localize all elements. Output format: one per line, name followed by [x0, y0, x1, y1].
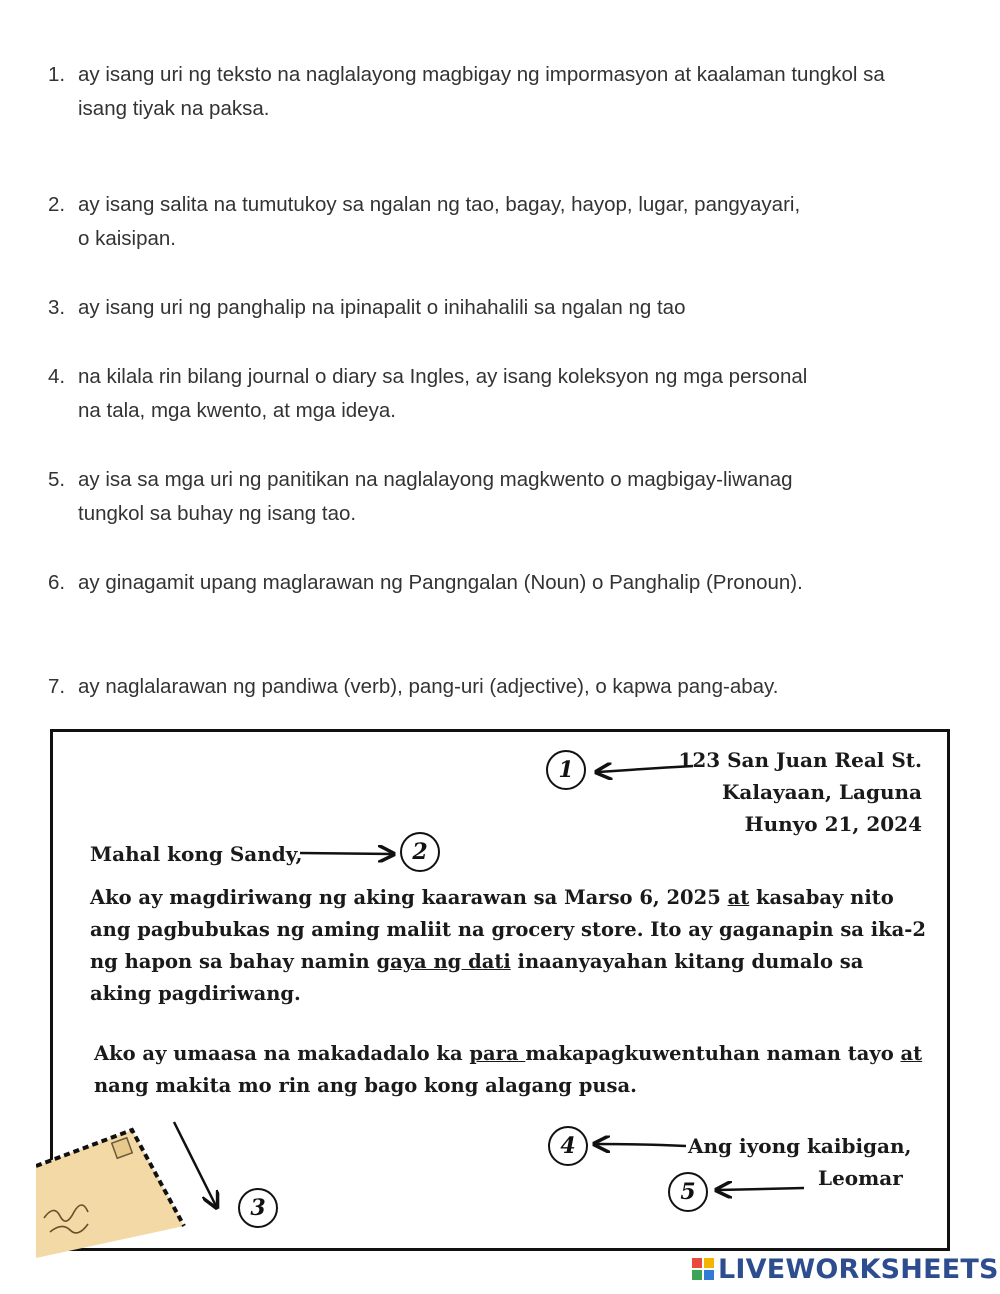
marker-5: 5: [668, 1172, 708, 1212]
marker-3: 3: [238, 1188, 278, 1228]
underlined-word: para: [469, 1042, 526, 1065]
question-text: ay isa sa mga uri ng panitikan na naglalayong magkwento o magbigay-liwanag tungkol sa buhay ng isang tao.: [78, 468, 793, 525]
question-number: 6.: [48, 571, 66, 594]
arrow-5: [718, 1188, 804, 1190]
underlined-word: at: [900, 1042, 923, 1065]
arrow-4: [596, 1144, 686, 1146]
body-text: inaanyayahan kitang dumalo sa aking pagdiriwang.: [90, 950, 864, 1005]
body-text: nang makita mo rin ang bago kong alagang pusa.: [94, 1074, 637, 1097]
question-4: [48, 360, 828, 428]
question-number: 1.: [48, 63, 66, 86]
underlined-word: at: [727, 886, 750, 909]
question-text: ay isang uri ng panghalip na ipinapalit o inihahalili sa ngalan ng tao: [78, 296, 686, 319]
question-text: ay naglalarawan ng pandiwa (verb), pang-uri (adjective), o kapwa pang-abay.: [78, 675, 779, 698]
marker-4: 4: [548, 1126, 588, 1166]
body-text: makapagkuwentuhan naman tayo: [525, 1042, 901, 1065]
question-5: [48, 463, 823, 531]
question-3: [48, 291, 908, 325]
liveworksheets-logo-icon: [692, 1258, 714, 1280]
question-text: ay isang salita na tumutukoy sa ngalan ng tao, bagay, hayop, lugar, pangyayari, o kaisipan.: [78, 193, 801, 250]
question-number: 2.: [48, 193, 66, 216]
question-text: ay ginagamit upang maglarawan ng Pangngalan (Noun) o Panghalip (Pronoun).: [78, 571, 803, 594]
body-text: Ako ay umaasa na makadadalo ka: [94, 1042, 470, 1065]
body-text: Ako ay magdiriwang ng aking kaarawan sa Marso 6, 2025: [90, 886, 728, 909]
question-number: 7.: [48, 675, 66, 698]
letter-date: Hunyo 21, 2024: [744, 812, 922, 836]
friendly-letter-diagram: [36, 726, 956, 1258]
letter-closing: Ang iyong kaibigan,: [688, 1134, 912, 1158]
underlined-phrase: gaya ng dati: [376, 950, 511, 973]
arrow-2: [300, 853, 392, 854]
question-number: 4.: [48, 365, 66, 388]
marker-2: 2: [400, 832, 440, 872]
body-text: kasabay nito ang pagbubukas ng aming maliit na grocery store. Ito ay gaganapin sa ika-2 ng hapon sa bahay namin: [90, 886, 926, 973]
letter-greeting: Mahal kong Sandy,: [90, 842, 303, 866]
question-7: [48, 670, 948, 704]
arrow-3: [174, 1122, 216, 1206]
letter-signature: Leomar: [818, 1166, 903, 1190]
question-number: 5.: [48, 468, 66, 491]
question-text: ay isang uri ng teksto na naglalayong magbigay ng impormasyon at kaalaman tungkol sa isang tiyak na paksa.: [78, 63, 885, 120]
letter-city: Kalayaan, Laguna: [722, 780, 922, 804]
envelope-icon: [36, 1130, 184, 1258]
liveworksheets-watermark: [692, 1252, 999, 1286]
question-2: [48, 188, 808, 256]
question-number: 3.: [48, 296, 66, 319]
arrow-1: [598, 766, 693, 772]
letter-street: 123 San Juan Real St.: [678, 748, 922, 772]
question-1: [48, 58, 908, 126]
letter-annotations: [36, 726, 956, 1258]
question-6: [48, 566, 808, 600]
question-text: na kilala rin bilang journal o diary sa Ingles, ay isang koleksyon ng mga personal na tala, mga kwento, at mga ideya.: [78, 365, 808, 422]
watermark-text: LIVEWORKSHEETS: [718, 1253, 999, 1285]
marker-1: 1: [546, 750, 586, 790]
